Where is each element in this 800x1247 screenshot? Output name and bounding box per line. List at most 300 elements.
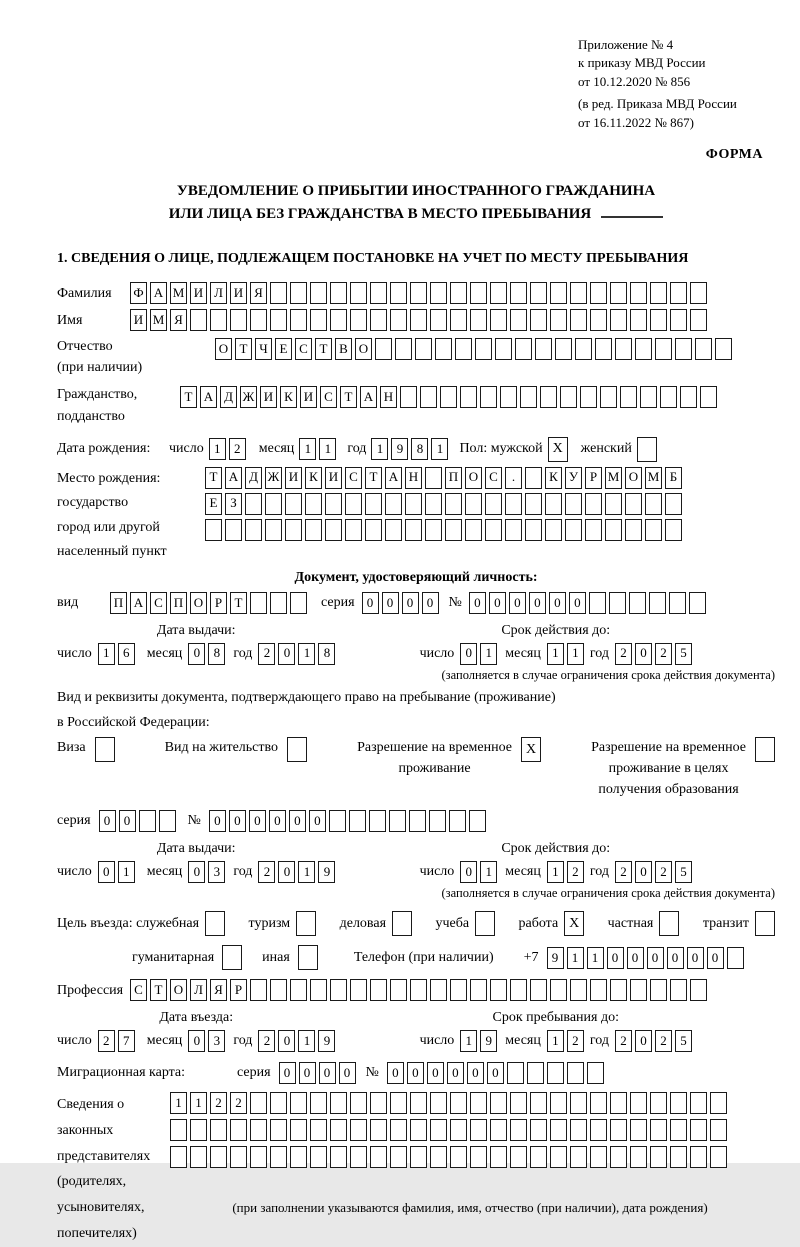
char-cell[interactable]: 2 — [210, 1092, 227, 1114]
char-cell[interactable] — [410, 1092, 427, 1114]
char-cell[interactable] — [350, 282, 367, 304]
char-cell[interactable]: 1 — [567, 643, 584, 665]
char-cell[interactable]: Я — [210, 979, 227, 1001]
char-cell[interactable] — [669, 592, 686, 614]
char-cell[interactable] — [410, 979, 427, 1001]
char-cell[interactable] — [590, 282, 607, 304]
char-cell[interactable]: 1 — [319, 438, 336, 460]
char-cell[interactable]: . — [505, 467, 522, 489]
char-cell[interactable] — [290, 592, 307, 614]
char-cell[interactable]: О — [465, 467, 482, 489]
char-cell[interactable] — [430, 282, 447, 304]
char-cell[interactable] — [370, 1146, 387, 1168]
char-cell[interactable] — [290, 1119, 307, 1141]
char-cell[interactable] — [485, 519, 502, 541]
char-cell[interactable]: 0 — [707, 947, 724, 969]
char-cell[interactable]: 1 — [547, 1030, 564, 1052]
char-cell[interactable]: 1 — [98, 643, 115, 665]
char-cell[interactable]: 0 — [319, 1062, 336, 1084]
char-cell[interactable] — [270, 1119, 287, 1141]
char-cell[interactable]: 1 — [190, 1092, 207, 1114]
char-cell[interactable]: 0 — [549, 592, 566, 614]
char-cell[interactable]: Т — [340, 386, 357, 408]
char-cell[interactable] — [310, 282, 327, 304]
char-cell[interactable] — [390, 1119, 407, 1141]
char-cell[interactable] — [589, 592, 606, 614]
char-cell[interactable]: А — [130, 592, 147, 614]
char-cell[interactable]: 0 — [278, 861, 295, 883]
char-cell[interactable]: 0 — [635, 643, 652, 665]
char-cell[interactable] — [585, 493, 602, 515]
char-cell[interactable]: 0 — [627, 947, 644, 969]
char-cell[interactable] — [430, 309, 447, 331]
char-cell[interactable] — [500, 386, 517, 408]
char-cell[interactable] — [670, 1146, 687, 1168]
char-cell[interactable] — [655, 338, 672, 360]
char-cell[interactable] — [530, 979, 547, 1001]
char-cell[interactable]: 7 — [118, 1030, 135, 1052]
char-cell[interactable]: 0 — [635, 861, 652, 883]
char-cell[interactable] — [305, 519, 322, 541]
char-cell[interactable]: И — [260, 386, 277, 408]
char-cell[interactable]: И — [190, 282, 207, 304]
char-cell[interactable]: Т — [205, 467, 222, 489]
char-cell[interactable]: 0 — [188, 1030, 205, 1052]
char-cell[interactable] — [325, 519, 342, 541]
char-cell[interactable]: 0 — [489, 592, 506, 614]
char-cell[interactable] — [565, 519, 582, 541]
char-cell[interactable] — [460, 386, 477, 408]
char-cell[interactable] — [270, 309, 287, 331]
char-cell[interactable]: 2 — [567, 1030, 584, 1052]
char-cell[interactable] — [510, 1119, 527, 1141]
char-cell[interactable] — [290, 979, 307, 1001]
char-cell[interactable]: Р — [585, 467, 602, 489]
char-cell[interactable] — [630, 309, 647, 331]
char-cell[interactable] — [400, 386, 417, 408]
char-cell[interactable] — [385, 519, 402, 541]
char-cell[interactable] — [490, 1119, 507, 1141]
char-cell[interactable] — [270, 282, 287, 304]
char-cell[interactable]: 1 — [298, 861, 315, 883]
char-cell[interactable]: 9 — [318, 1030, 335, 1052]
char-cell[interactable] — [285, 519, 302, 541]
char-cell[interactable]: У — [565, 467, 582, 489]
char-cell[interactable] — [425, 493, 442, 515]
char-cell[interactable] — [445, 519, 462, 541]
char-cell[interactable] — [440, 386, 457, 408]
char-cell[interactable] — [570, 979, 587, 1001]
char-cell[interactable] — [650, 1146, 667, 1168]
char-cell[interactable] — [645, 493, 662, 515]
char-cell[interactable]: Т — [230, 592, 247, 614]
char-cell[interactable]: К — [305, 467, 322, 489]
char-cell[interactable] — [205, 519, 222, 541]
char-cell[interactable] — [650, 282, 667, 304]
char-cell[interactable] — [245, 519, 262, 541]
char-cell[interactable]: 2 — [655, 1030, 672, 1052]
char-cell[interactable] — [210, 1146, 227, 1168]
char-cell[interactable]: 2 — [98, 1030, 115, 1052]
char-cell[interactable] — [410, 282, 427, 304]
char-cell[interactable] — [190, 309, 207, 331]
char-cell[interactable] — [515, 338, 532, 360]
char-cell[interactable] — [635, 338, 652, 360]
char-cell[interactable] — [670, 979, 687, 1001]
char-cell[interactable] — [540, 386, 557, 408]
char-cell[interactable] — [330, 979, 347, 1001]
char-cell[interactable] — [665, 519, 682, 541]
char-cell[interactable] — [530, 282, 547, 304]
char-cell[interactable] — [250, 309, 267, 331]
char-cell[interactable] — [530, 309, 547, 331]
char-cell[interactable]: 9 — [318, 861, 335, 883]
char-cell[interactable] — [250, 979, 267, 1001]
char-cell[interactable] — [590, 979, 607, 1001]
char-cell[interactable] — [470, 1146, 487, 1168]
char-cell[interactable]: 9 — [547, 947, 564, 969]
char-cell[interactable]: 0 — [309, 810, 326, 832]
char-cell[interactable]: А — [360, 386, 377, 408]
char-cell[interactable] — [95, 737, 115, 762]
char-cell[interactable]: 1 — [170, 1092, 187, 1114]
char-cell[interactable] — [755, 737, 775, 762]
char-cell[interactable] — [570, 282, 587, 304]
char-cell[interactable]: 6 — [118, 643, 135, 665]
char-cell[interactable]: 5 — [675, 1030, 692, 1052]
char-cell[interactable] — [550, 1146, 567, 1168]
char-cell[interactable]: О — [625, 467, 642, 489]
char-cell[interactable]: 1 — [431, 438, 448, 460]
char-cell[interactable] — [250, 1146, 267, 1168]
char-cell[interactable]: С — [345, 467, 362, 489]
char-cell[interactable]: 1 — [567, 947, 584, 969]
char-cell[interactable]: 1 — [480, 861, 497, 883]
char-cell[interactable]: К — [545, 467, 562, 489]
char-cell[interactable] — [425, 467, 442, 489]
char-cell[interactable] — [450, 1119, 467, 1141]
char-cell[interactable] — [510, 1092, 527, 1114]
char-cell[interactable]: X — [564, 911, 584, 936]
char-cell[interactable] — [690, 979, 707, 1001]
char-cell[interactable]: 1 — [298, 1030, 315, 1052]
char-cell[interactable] — [370, 1092, 387, 1114]
char-cell[interactable]: 0 — [469, 592, 486, 614]
char-cell[interactable] — [565, 493, 582, 515]
char-cell[interactable]: 0 — [687, 947, 704, 969]
char-cell[interactable] — [630, 979, 647, 1001]
char-cell[interactable]: И — [230, 282, 247, 304]
char-cell[interactable] — [545, 519, 562, 541]
char-cell[interactable] — [490, 1146, 507, 1168]
char-cell[interactable]: 1 — [118, 861, 135, 883]
char-cell[interactable]: 3 — [208, 1030, 225, 1052]
char-cell[interactable] — [470, 309, 487, 331]
char-cell[interactable]: Т — [235, 338, 252, 360]
char-cell[interactable]: Р — [210, 592, 227, 614]
char-cell[interactable] — [525, 467, 542, 489]
char-cell[interactable] — [630, 1146, 647, 1168]
char-cell[interactable] — [205, 911, 225, 936]
char-cell[interactable] — [610, 282, 627, 304]
char-cell[interactable] — [510, 309, 527, 331]
char-cell[interactable] — [430, 1146, 447, 1168]
char-cell[interactable] — [410, 1119, 427, 1141]
char-cell[interactable] — [690, 1092, 707, 1114]
char-cell[interactable] — [369, 810, 386, 832]
char-cell[interactable] — [610, 1092, 627, 1114]
char-cell[interactable] — [170, 1146, 187, 1168]
char-cell[interactable] — [350, 1146, 367, 1168]
char-cell[interactable] — [265, 493, 282, 515]
char-cell[interactable] — [290, 282, 307, 304]
char-cell[interactable]: 1 — [480, 643, 497, 665]
char-cell[interactable]: И — [325, 467, 342, 489]
char-cell[interactable]: 0 — [467, 1062, 484, 1084]
char-cell[interactable] — [547, 1062, 564, 1084]
char-cell[interactable] — [560, 386, 577, 408]
char-cell[interactable] — [222, 945, 242, 970]
char-cell[interactable] — [270, 592, 287, 614]
char-cell[interactable] — [525, 493, 542, 515]
char-cell[interactable] — [287, 737, 307, 762]
char-cell[interactable] — [350, 1119, 367, 1141]
char-cell[interactable]: 9 — [391, 438, 408, 460]
char-cell[interactable] — [435, 338, 452, 360]
char-cell[interactable]: Я — [170, 309, 187, 331]
char-cell[interactable] — [365, 493, 382, 515]
char-cell[interactable] — [550, 309, 567, 331]
char-cell[interactable]: Ж — [265, 467, 282, 489]
char-cell[interactable] — [139, 810, 156, 832]
char-cell[interactable]: Т — [365, 467, 382, 489]
char-cell[interactable]: 2 — [229, 438, 246, 460]
char-cell[interactable]: Б — [665, 467, 682, 489]
char-cell[interactable] — [590, 1092, 607, 1114]
char-cell[interactable] — [310, 1092, 327, 1114]
char-cell[interactable]: Е — [275, 338, 292, 360]
char-cell[interactable] — [365, 519, 382, 541]
char-cell[interactable] — [420, 386, 437, 408]
char-cell[interactable] — [330, 1119, 347, 1141]
char-cell[interactable] — [550, 282, 567, 304]
char-cell[interactable] — [450, 1146, 467, 1168]
char-cell[interactable]: 0 — [407, 1062, 424, 1084]
char-cell[interactable] — [310, 1146, 327, 1168]
char-cell[interactable] — [550, 1092, 567, 1114]
char-cell[interactable]: 0 — [487, 1062, 504, 1084]
char-cell[interactable] — [640, 386, 657, 408]
char-cell[interactable]: 0 — [635, 1030, 652, 1052]
char-cell[interactable] — [680, 386, 697, 408]
char-cell[interactable] — [567, 1062, 584, 1084]
char-cell[interactable] — [510, 282, 527, 304]
char-cell[interactable]: 2 — [230, 1092, 247, 1114]
char-cell[interactable]: Т — [180, 386, 197, 408]
char-cell[interactable]: Л — [190, 979, 207, 1001]
char-cell[interactable]: Н — [380, 386, 397, 408]
char-cell[interactable]: Л — [210, 282, 227, 304]
char-cell[interactable]: 2 — [567, 861, 584, 883]
char-cell[interactable] — [245, 493, 262, 515]
char-cell[interactable] — [595, 338, 612, 360]
char-cell[interactable] — [410, 309, 427, 331]
char-cell[interactable]: Р — [230, 979, 247, 1001]
char-cell[interactable] — [545, 493, 562, 515]
char-cell[interactable] — [225, 519, 242, 541]
char-cell[interactable] — [350, 979, 367, 1001]
char-cell[interactable] — [605, 519, 622, 541]
char-cell[interactable] — [385, 493, 402, 515]
char-cell[interactable]: 0 — [569, 592, 586, 614]
char-cell[interactable] — [290, 309, 307, 331]
char-cell[interactable] — [310, 309, 327, 331]
char-cell[interactable] — [430, 1092, 447, 1114]
char-cell[interactable]: Ч — [255, 338, 272, 360]
char-cell[interactable] — [392, 911, 412, 936]
char-cell[interactable] — [570, 1092, 587, 1114]
char-cell[interactable] — [570, 1146, 587, 1168]
char-cell[interactable]: 0 — [509, 592, 526, 614]
char-cell[interactable] — [507, 1062, 524, 1084]
char-cell[interactable]: 1 — [460, 1030, 477, 1052]
char-cell[interactable] — [670, 1092, 687, 1114]
char-cell[interactable] — [345, 493, 362, 515]
char-cell[interactable] — [159, 810, 176, 832]
char-cell[interactable] — [450, 979, 467, 1001]
char-cell[interactable] — [700, 386, 717, 408]
char-cell[interactable] — [390, 309, 407, 331]
char-cell[interactable]: 2 — [258, 1030, 275, 1052]
char-cell[interactable] — [450, 282, 467, 304]
char-cell[interactable] — [587, 1062, 604, 1084]
char-cell[interactable]: 2 — [258, 861, 275, 883]
char-cell[interactable]: 1 — [299, 438, 316, 460]
char-cell[interactable] — [485, 493, 502, 515]
char-cell[interactable] — [670, 309, 687, 331]
char-cell[interactable]: Ф — [130, 282, 147, 304]
char-cell[interactable]: М — [170, 282, 187, 304]
char-cell[interactable] — [665, 493, 682, 515]
char-cell[interactable]: 0 — [382, 592, 399, 614]
char-cell[interactable] — [425, 519, 442, 541]
char-cell[interactable]: 0 — [667, 947, 684, 969]
char-cell[interactable] — [480, 386, 497, 408]
char-cell[interactable]: 0 — [209, 810, 226, 832]
char-cell[interactable]: 8 — [411, 438, 428, 460]
char-cell[interactable]: С — [130, 979, 147, 1001]
char-cell[interactable] — [250, 1119, 267, 1141]
char-cell[interactable]: 0 — [387, 1062, 404, 1084]
char-cell[interactable] — [230, 1119, 247, 1141]
char-cell[interactable] — [470, 1119, 487, 1141]
char-cell[interactable] — [690, 282, 707, 304]
char-cell[interactable] — [637, 437, 657, 462]
char-cell[interactable] — [250, 592, 267, 614]
char-cell[interactable] — [715, 338, 732, 360]
char-cell[interactable] — [650, 309, 667, 331]
char-cell[interactable] — [290, 1146, 307, 1168]
char-cell[interactable] — [265, 519, 282, 541]
char-cell[interactable] — [330, 282, 347, 304]
char-cell[interactable]: 0 — [278, 1030, 295, 1052]
char-cell[interactable] — [670, 282, 687, 304]
char-cell[interactable] — [465, 493, 482, 515]
char-cell[interactable] — [390, 1146, 407, 1168]
char-cell[interactable] — [470, 979, 487, 1001]
char-cell[interactable]: 0 — [402, 592, 419, 614]
char-cell[interactable]: 3 — [208, 861, 225, 883]
char-cell[interactable] — [610, 1119, 627, 1141]
char-cell[interactable] — [580, 386, 597, 408]
char-cell[interactable] — [370, 309, 387, 331]
char-cell[interactable] — [620, 386, 637, 408]
char-cell[interactable]: 0 — [427, 1062, 444, 1084]
char-cell[interactable] — [727, 947, 744, 969]
char-cell[interactable] — [230, 1146, 247, 1168]
char-cell[interactable]: 0 — [607, 947, 624, 969]
char-cell[interactable]: О — [190, 592, 207, 614]
char-cell[interactable]: С — [320, 386, 337, 408]
char-cell[interactable] — [469, 810, 486, 832]
char-cell[interactable] — [535, 338, 552, 360]
char-cell[interactable] — [470, 282, 487, 304]
char-cell[interactable]: С — [150, 592, 167, 614]
char-cell[interactable] — [290, 1092, 307, 1114]
char-cell[interactable] — [370, 1119, 387, 1141]
char-cell[interactable] — [270, 979, 287, 1001]
char-cell[interactable] — [710, 1146, 727, 1168]
char-cell[interactable]: Я — [250, 282, 267, 304]
char-cell[interactable]: С — [295, 338, 312, 360]
char-cell[interactable]: А — [200, 386, 217, 408]
char-cell[interactable] — [310, 979, 327, 1001]
char-cell[interactable] — [325, 493, 342, 515]
char-cell[interactable]: В — [335, 338, 352, 360]
char-cell[interactable] — [210, 309, 227, 331]
char-cell[interactable] — [345, 519, 362, 541]
char-cell[interactable] — [585, 519, 602, 541]
char-cell[interactable] — [530, 1092, 547, 1114]
char-cell[interactable] — [490, 979, 507, 1001]
char-cell[interactable] — [550, 979, 567, 1001]
char-cell[interactable]: 0 — [422, 592, 439, 614]
char-cell[interactable]: 2 — [615, 1030, 632, 1052]
char-cell[interactable] — [450, 309, 467, 331]
char-cell[interactable] — [710, 1119, 727, 1141]
char-cell[interactable] — [605, 493, 622, 515]
char-cell[interactable]: 0 — [460, 643, 477, 665]
char-cell[interactable] — [660, 386, 677, 408]
char-cell[interactable]: 0 — [99, 810, 116, 832]
char-cell[interactable] — [190, 1146, 207, 1168]
char-cell[interactable] — [296, 911, 316, 936]
char-cell[interactable] — [525, 519, 542, 541]
char-cell[interactable]: 0 — [278, 643, 295, 665]
char-cell[interactable] — [475, 338, 492, 360]
char-cell[interactable] — [210, 1119, 227, 1141]
char-cell[interactable] — [310, 1119, 327, 1141]
char-cell[interactable]: 0 — [362, 592, 379, 614]
char-cell[interactable] — [330, 309, 347, 331]
char-cell[interactable]: З — [225, 493, 242, 515]
char-cell[interactable] — [305, 493, 322, 515]
char-cell[interactable]: 5 — [675, 861, 692, 883]
char-cell[interactable] — [510, 1146, 527, 1168]
char-cell[interactable] — [570, 309, 587, 331]
char-cell[interactable] — [389, 810, 406, 832]
char-cell[interactable] — [445, 493, 462, 515]
